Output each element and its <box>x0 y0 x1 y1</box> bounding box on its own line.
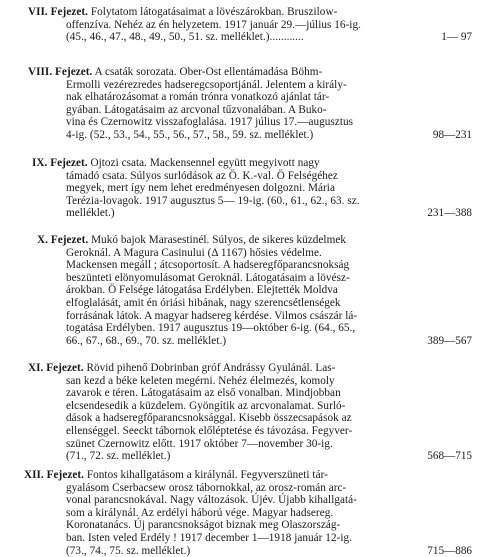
chapter-description: gyában. Látogatásaim az arcvonal tűzvonalában. A Buko- <box>66 103 327 116</box>
toc-entry-line <box>66 284 338 297</box>
chapter-description: vonal parancsnokával. Nagy változások. Újév. Újabb kihallgatá- <box>66 494 357 507</box>
chapter-label: Fejezet. <box>46 362 84 374</box>
page-range: 98—231 <box>432 129 472 141</box>
chapter-heading <box>32 157 88 169</box>
toc-entry-line <box>66 104 327 117</box>
toc-entry-line <box>66 31 304 44</box>
chapter-label: Fejezet. <box>55 66 93 78</box>
chapter-description: szünet Czernowitz előtt. 1917 október 7—november 30-ig. <box>66 437 333 450</box>
toc-entry-line <box>66 519 340 532</box>
toc-entry-line <box>66 116 353 129</box>
chapter-description: Koronatanács. Új parancsnokságot biznak meg Olaszország- <box>66 519 341 532</box>
toc-entry-first-line <box>32 157 320 170</box>
chapter-label: Fejezet. <box>50 234 89 246</box>
chapter-description: (73., 74., 75. sz. melléklet.) <box>66 544 191 557</box>
chapter-description: beszünteti elönyomulásomat Geroknál. Látogatásaim a lövész- <box>66 271 350 284</box>
chapter-description: san kezd a béke keleten megérni. Nehéz élelmezés, komoly <box>66 374 335 387</box>
toc-entry-line <box>66 297 341 310</box>
chapter-description: Mukó bajok Marasestinél. Súlyos, de sikeres küzdelmek <box>91 234 347 246</box>
toc-entry-line <box>66 207 115 220</box>
toc-entry-line <box>66 450 170 463</box>
toc-entry-first-line <box>24 469 328 482</box>
chapter-description: Ermolli vezérezredes hadseregcsoportjánál. Jelentem a király- <box>66 78 347 91</box>
toc-entry-first-line <box>28 6 337 19</box>
chapter-description: ellenséggel. Seeckt tábornok előléptetése és távozása. Fegyver- <box>66 425 353 437</box>
toc-entry-line <box>66 387 341 400</box>
toc-entry-line <box>66 247 322 260</box>
toc-entry-line <box>66 182 335 195</box>
chapter-description: Geroknál. A Magura Casinului (Δ 1167) hősies védelme. <box>66 246 322 259</box>
chapter-description: támadó csata. Súlyos surlódások az Ö. K.-val. Ö Felségéhez <box>66 169 338 182</box>
chapter-heading <box>28 66 92 78</box>
page-range: 389—567 <box>427 334 472 347</box>
toc-entry-line <box>66 425 352 438</box>
chapter-description: 4-ig. (52., 53., 54., 55., 56., 57., 58., 59. sz. melléklet.) <box>66 129 314 141</box>
chapter-description: zavarok e téren. Látogatásaim az első vonalban. Mindjobban <box>66 387 341 400</box>
chapter-label: Fejezet. <box>46 469 85 481</box>
toc-entry-line <box>66 375 335 388</box>
toc-entry-line <box>66 272 350 285</box>
chapter-description: melléklet.) <box>66 207 115 220</box>
chapter-description: Folytatom látogatásaimat a lövészárokban. Bruszilow- <box>90 6 338 18</box>
chapter-description: som a királynál. Az erdélyi háború vége. Magyar hadsereg. <box>66 506 334 519</box>
page-range: 1— 97 <box>441 31 472 44</box>
chapter-description: offenzíva. Nehéz az én helyzetem. 1917 január 29.—július 16-ig. <box>66 18 361 31</box>
toc-entry-line <box>66 310 357 323</box>
chapter-heading <box>37 234 88 246</box>
chapter-number: XI. <box>28 362 44 374</box>
toc-entry-line <box>66 19 361 32</box>
page-range: 568—715 <box>427 450 472 463</box>
chapter-heading <box>28 6 88 18</box>
page-range: 715—886 <box>427 544 472 557</box>
chapter-description: Mackensen megáll ; átcsoportosít. A hadseregfőparancsnokság <box>66 259 350 272</box>
chapter-description: forrásának látok. A magyar hadsereg kérdése. Vilmos császár lá- <box>66 309 358 322</box>
chapter-description: Rövid pihenő Dobrinban gróf Andrássy Gyulánál. Las- <box>86 362 336 374</box>
chapter-description: elcsendesedik a küzdelem. Gyöngítik az arcvonalamat. Surló- <box>66 399 346 412</box>
chapter-number: VII. <box>28 6 48 18</box>
chapter-description: megyek, mert így nem lehet eredményesen dolgozni. Mária <box>66 182 335 195</box>
toc-entry-first-line <box>28 66 322 79</box>
chapter-description: nak elhatározásomat a román trónra vonatkozó ajánlat tár- <box>66 91 330 104</box>
toc-entry-first-line <box>28 362 335 375</box>
chapter-description: Terézia-lovagok. 1917 augusztus 5— 19-ig. (60., 61., 62., 63. sz. <box>66 194 360 207</box>
chapter-description: Ojtozi csata. Mackensennel együtt megyivott nagy <box>90 157 320 169</box>
chapter-description: gyalásom Cserbacsew orosz tábornokkal, az orosz-román arc- <box>66 481 347 494</box>
chapter-number: XII. <box>24 469 44 481</box>
toc-entry-line <box>66 507 333 520</box>
chapter-heading <box>24 469 84 481</box>
toc-entry-line <box>66 259 349 272</box>
toc-entry-line <box>66 545 190 557</box>
chapter-description: Fontos kihallgatásom a királynál. Fegyverszüneti tár- <box>86 469 328 481</box>
toc-entry-line <box>66 322 355 335</box>
chapter-description: 66., 67., 68., 69., 70. sz. melléklet.) <box>66 334 227 347</box>
toc-entry-line <box>66 129 313 142</box>
page-range: 231—388 <box>427 207 472 220</box>
toc-entry-line <box>66 170 338 183</box>
chapter-heading <box>28 362 84 374</box>
chapter-description: (71., 72. sz. melléklet.) <box>66 450 171 463</box>
chapter-description: (45., 46., 47., 48., 49., 50., 51. sz. melléklet.)............ <box>66 31 304 44</box>
chapter-label: Fejezet. <box>50 6 89 18</box>
toc-entry-line <box>66 335 226 348</box>
toc-entry-line <box>66 532 352 545</box>
toc-entry-line <box>66 91 329 104</box>
chapter-description: dások a hadseregfőparancsnoksággal. Kisebb összecsapások az <box>66 412 352 425</box>
toc-entry-line <box>66 412 352 425</box>
toc-entry-line <box>66 438 333 451</box>
chapter-description: árokban. Ö Felsége látogatása Erdélyben. Elejtették Moldva <box>66 284 338 297</box>
chapter-description: elfoglalását, amit én óriási hibának, nagy szerencsétlenségek <box>66 297 341 309</box>
chapter-description: ban. Isten veled Erdély ! 1917 december 1—1918 január 12-ig. <box>66 532 353 544</box>
toc-entry-first-line <box>37 234 346 247</box>
chapter-number: X. <box>37 234 48 246</box>
toc-entry-line <box>66 494 357 507</box>
chapter-number: IX. <box>32 157 48 169</box>
toc-entry-line <box>66 195 360 208</box>
chapter-description: A csaták sorozata. Ober-Ost ellentámadása Böhm- <box>94 66 323 78</box>
toc-entry-line <box>66 482 346 495</box>
chapter-description: vina és Czernowitz visszafoglalása. 1917 július 17.—augusztus <box>66 116 354 129</box>
chapter-number: VIII. <box>28 66 53 78</box>
toc-entry-line <box>66 79 347 92</box>
chapter-label: Fejezet. <box>50 157 88 169</box>
toc-entry-line <box>66 400 345 413</box>
chapter-description: togatása Erdélyben. 1917 augusztus 19—október 6-ig. (64., 65., <box>66 322 356 335</box>
